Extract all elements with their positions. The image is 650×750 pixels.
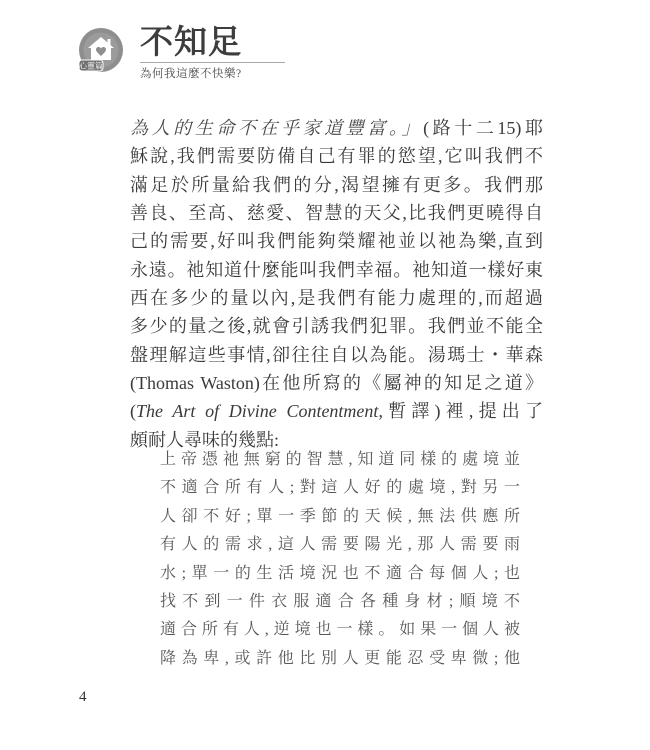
paragraph-line: (Thomas Waston)在他所寫的《屬神的知足之道》 [130,373,543,394]
quote-line: 人卻不好;單一季節的天候,無法供應所 [160,507,520,525]
scripture-quote-text: 為人的生命不在乎家道豐富。」 [130,118,424,138]
page-header [0,0,650,95]
paragraph-line: 多少的量之後,就會引誘我們犯罪。我們並不能全 [130,316,543,337]
page-number: 4 [79,689,87,705]
quote-line: 水;單一的生活境況也不適合每個人;也 [160,564,520,582]
book-subtitle: 為何我這麼不快樂? [140,68,242,80]
paragraph-line: 善良、至高、慈愛、智慧的天父,比我們更曉得自 [130,203,543,224]
paragraph-line: 滿足於所量給我們的分,渴望擁有更多。我們那 [130,174,543,195]
quote-line: 上帝憑祂無窮的智慧,知道同樣的處境並 [160,451,520,468]
publisher-logo [77,27,125,75]
paragraph-line: 穌說,我們需要防備自己有罪的慾望,它叫我們不 [130,146,543,167]
paragraph-line: 永遠。祂知道什麼能叫我們幸福。祂知道一樣好東 [130,259,543,280]
paragraph-line: 頗耐人尋味的幾點: [130,429,280,450]
book-title: 不知足 [140,23,242,60]
paragraph-line: 己的需要,好叫我們能夠榮耀祂並以祂為樂,直到 [130,231,543,252]
scripture-reference: (路十二15)耶 [423,118,543,138]
logo-badge-label: 心靈篇 [79,61,103,71]
body-paragraph [130,114,543,454]
paragraph-line: 西在多少的量以內,是我們有能力處理的,而超過 [130,288,543,309]
quote-line: 降為卑,或許他比別人更能忍受卑微;他 [160,649,520,667]
house-heart-icon [77,27,125,75]
quote-line: 不適合所有人;對這人好的處境,對另一 [160,479,520,497]
paragraph-line-english-title [130,397,543,425]
english-title-suffix: ,暫譯)裡,提出了 [378,401,543,422]
title-block [140,24,285,81]
blockquote [160,446,520,673]
paren-open: ( [130,401,136,422]
paragraph-line: 盤理解這些事情,卻往往自以為能。湯瑪士・華森 [130,344,543,365]
paragraph-line [130,114,543,142]
title-divider [140,62,285,63]
english-book-title: The Art of Divine Contentment [136,401,379,422]
quote-line: 找不到一件衣服適合各種身材;順境不 [160,593,520,611]
quote-line: 適合所有人,逆境也一樣。如果一個人被 [160,621,520,639]
quote-line: 有人的需求,這人需要陽光,那人需要雨 [160,536,520,554]
